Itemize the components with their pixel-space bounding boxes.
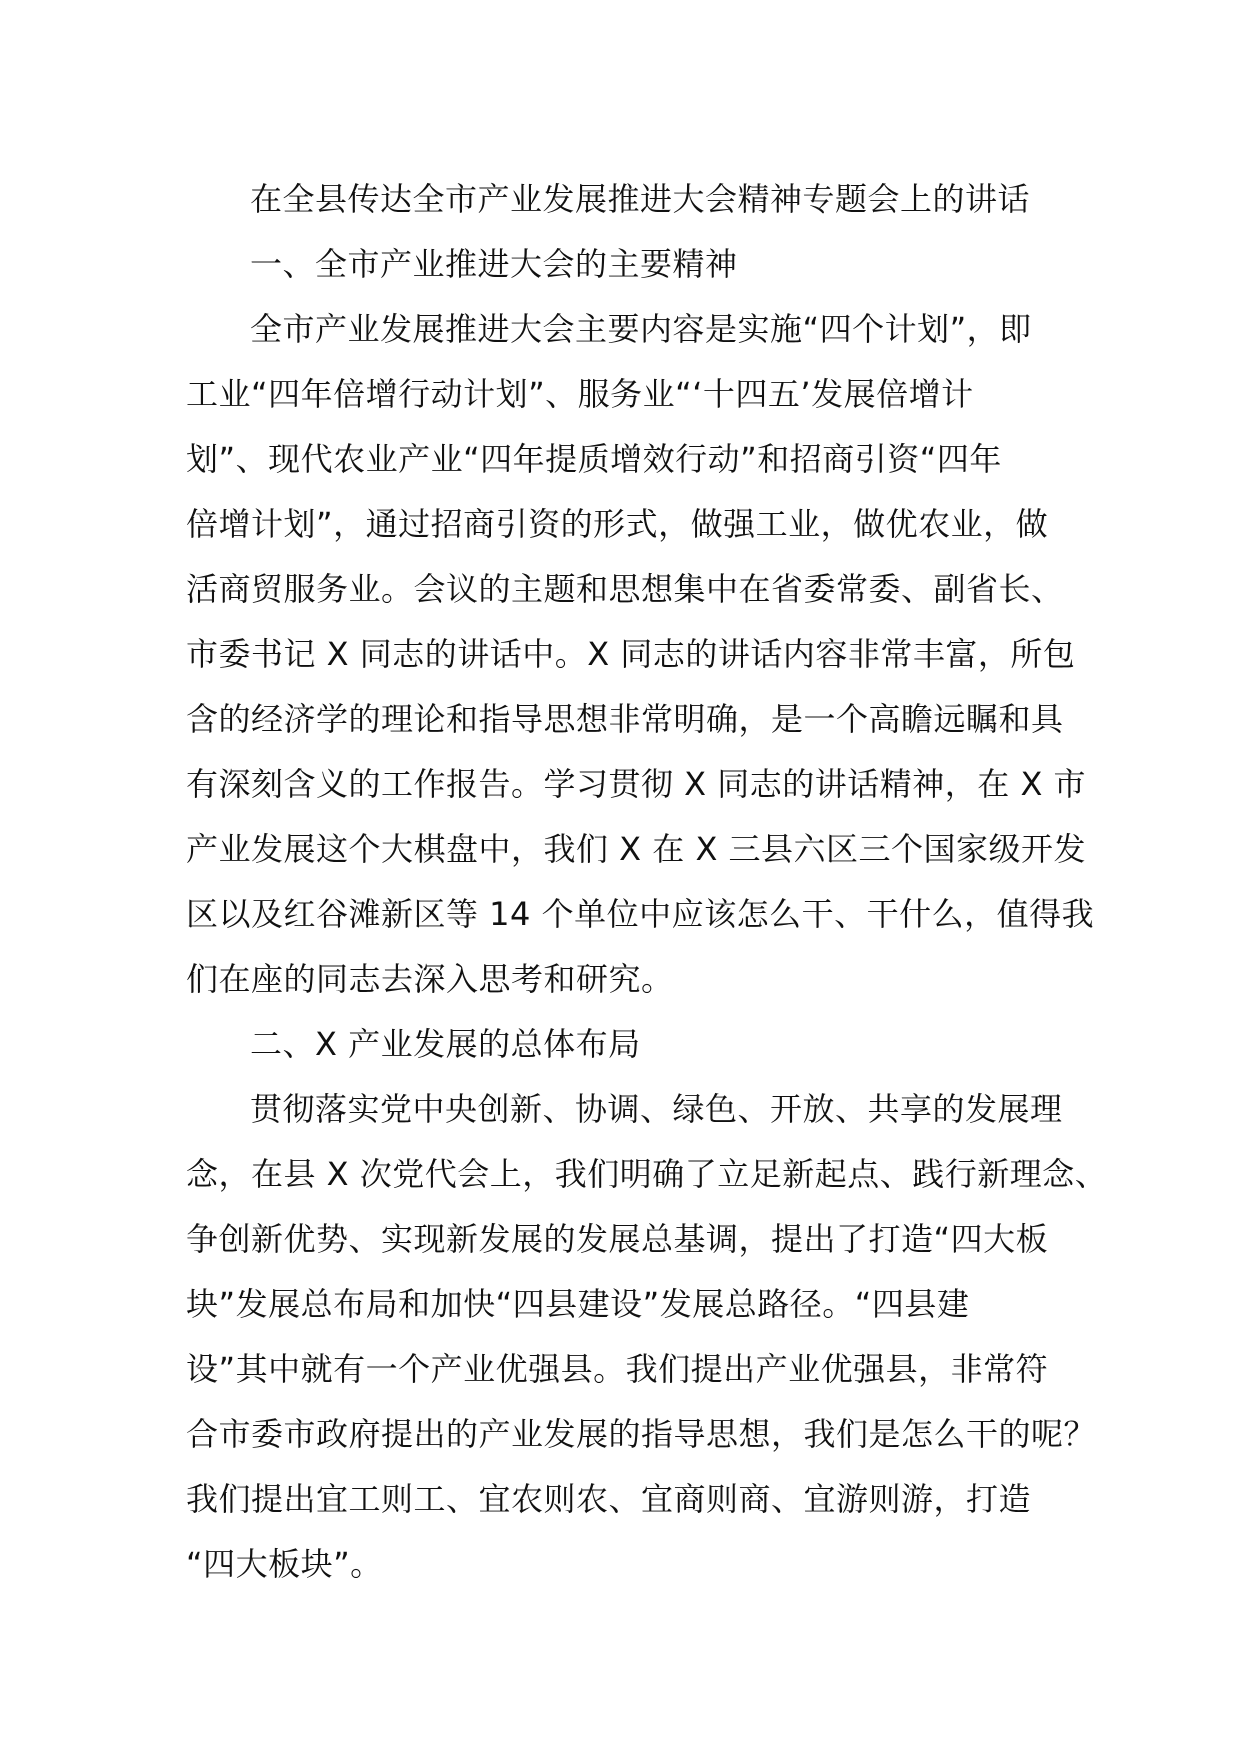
paragraph-line: 划”、现代农业产业“四年提质增效行动”和招商引资“四年 [186, 440, 1002, 478]
paragraph-line: 有深刻含义的工作报告。学习贯彻 X 同志的讲话精神，在 X 市 [186, 765, 1087, 803]
paragraph-line: 全市产业发展推进大会主要内容是实施“四个计划”，即 [250, 310, 1032, 348]
paragraph-line: 倍增计划”，通过招商引资的形式，做强工业，做优农业，做 [186, 505, 1049, 543]
paragraph-line: 含的经济学的理论和指导思想非常明确，是一个高瞻远瞩和具 [186, 700, 1064, 738]
paragraph-2 [186, 1077, 1108, 1597]
paragraph-line: 们在座的同志去深入思考和研究。 [186, 960, 674, 998]
paragraph-line: 活商贸服务业。会议的主题和思想集中在省委常委、副省长、 [186, 570, 1064, 608]
paragraph-line: 贯彻落实党中央创新、协调、绿色、开放、共享的发展理 [250, 1090, 1063, 1128]
paragraph-line: 块”发展总布局和加快“四县建设”发展总路径。“四县建 [186, 1285, 970, 1323]
paragraph-line: 念，在县 X 次党代会上，我们明确了立足新起点、践行新理念、 [186, 1155, 1108, 1193]
paragraph-1 [186, 297, 1095, 1012]
paragraph-line: 产业发展这个大棋盘中，我们 X 在 X 三县六区三个国家级开发 [186, 830, 1087, 868]
paragraph-line: 争创新优势、实现新发展的发展总基调，提出了打造“四大板 [186, 1220, 1049, 1258]
paragraph-line: 工业“四年倍增行动计划”、服务业“‘十四五’发展倍增计 [186, 375, 974, 413]
paragraph-line: 设”其中就有一个产业优强县。我们提出产业优强县，非常符 [186, 1350, 1049, 1388]
paragraph-line: 合市委市政府提出的产业发展的指导思想，我们是怎么干的呢？ [186, 1415, 1097, 1453]
document-body [186, 167, 1108, 1597]
paragraph-line: “四大板块”。 [186, 1545, 383, 1583]
paragraph-line: 区以及红谷滩新区等 14 个单位中应该怎么干、干什么，值得我 [186, 895, 1095, 933]
section-2-heading: 二、X 产业发展的总体布局 [250, 1025, 641, 1063]
paragraph-line: 市委书记 X 同志的讲话中。X 同志的讲话内容非常丰富，所包 [186, 635, 1076, 673]
document-title: 在全县传达全市产业发展推进大会精神专题会上的讲话 [250, 180, 1031, 218]
paragraph-line: 我们提出宜工则工、宜农则农、宜商则商、宜游则游，打造 [186, 1480, 1032, 1518]
section-1-heading: 一、全市产业推进大会的主要精神 [250, 245, 738, 283]
